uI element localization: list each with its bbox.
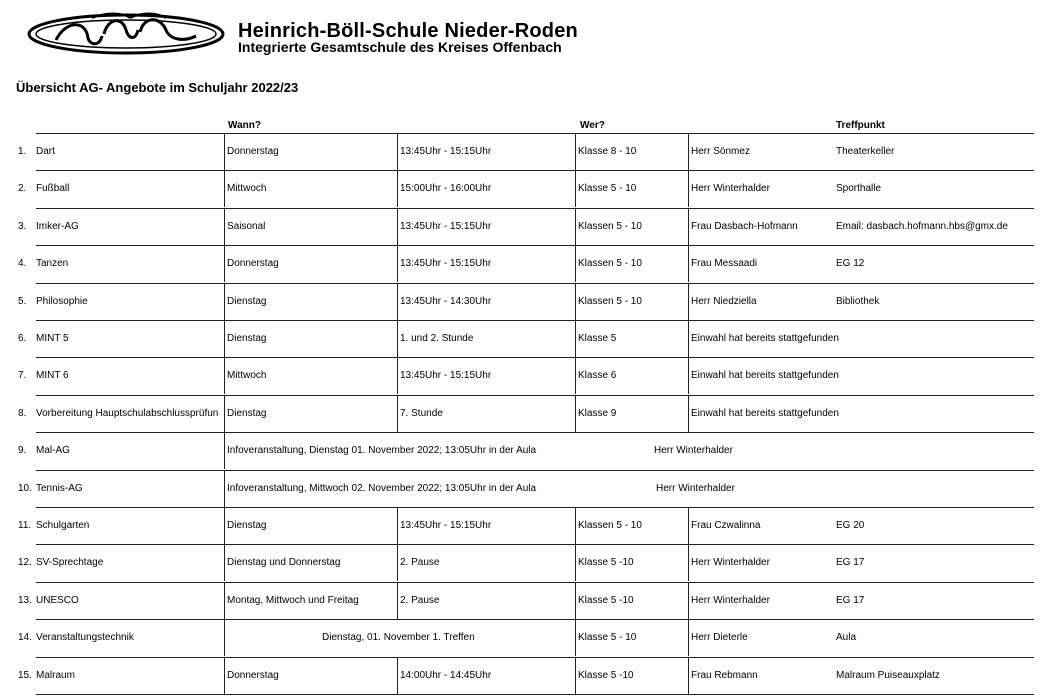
column-rule (397, 170, 398, 207)
row-rule (36, 432, 1034, 433)
ag-name: Mal-AG (36, 445, 70, 456)
column-rule (397, 507, 398, 544)
column-rule (575, 507, 576, 544)
column-rule (575, 657, 576, 694)
column-rule (688, 208, 689, 245)
class-range: Klasse 5 -10 (578, 557, 634, 568)
weekday: Montag, Mittwoch und Freitag (227, 595, 359, 606)
column-rule (688, 283, 689, 320)
weekday: Donnerstag (227, 670, 279, 681)
row-rule (36, 208, 1034, 209)
weekday: Mittwoch (227, 183, 267, 194)
row-number: 7. (18, 370, 27, 381)
column-rule (688, 133, 689, 170)
weekday: Donnerstag (227, 146, 279, 157)
teacher-name: Herr Winterhalder (654, 445, 733, 456)
column-rule (397, 357, 398, 394)
meeting-place: Bibliothek (836, 296, 880, 307)
column-rule (575, 283, 576, 320)
ag-name: SV-Sprechtage (36, 557, 104, 568)
ag-name: MINT 5 (36, 333, 69, 344)
row-number: 3. (18, 221, 27, 232)
row-number: 5. (18, 296, 27, 307)
class-range: Klasse 9 (578, 408, 617, 419)
ag-name: Veranstaltungstechnik (36, 632, 134, 643)
teacher-name: Frau Dasbach-Hofmann (691, 221, 798, 232)
row-number: 9. (18, 445, 27, 456)
ag-name: Tennis-AG (36, 483, 83, 494)
column-rule (688, 245, 689, 282)
teacher-name: Herr Dieterle (691, 632, 748, 643)
column-rule (397, 245, 398, 282)
class-range: Klassen 5 - 10 (578, 258, 642, 269)
class-range: Klasse 5 (578, 333, 617, 344)
ag-name: Vorbereitung Hauptschulabschlussprüfun (36, 408, 219, 419)
column-rule (224, 133, 225, 170)
column-rule (575, 208, 576, 245)
column-rule (688, 619, 689, 656)
column-rule (224, 170, 225, 207)
column-rule (224, 582, 225, 619)
info-text: Infoveranstaltung, Mittwoch 02. November 2022; 13:05Uhr in der Aula (227, 483, 537, 494)
row-number: 11. (18, 520, 32, 531)
teacher-name: Herr Winterhalder (691, 557, 770, 568)
ag-name: Imker-AG (36, 221, 79, 232)
school-subtitle: Integrierte Gesamtschule des Kreises Offenbach (238, 39, 562, 55)
row-number: 10. (18, 483, 32, 494)
row-number: 1. (18, 146, 27, 157)
info-text: Dienstag, 01. November 1. Treffen (322, 632, 475, 643)
row-number: 15. (18, 670, 32, 681)
weekday: Dienstag (227, 296, 267, 307)
time-slot: 7. Stunde (400, 408, 443, 419)
teacher-name: Frau Czwalinna (691, 520, 761, 531)
class-range: Klasse 5 - 10 (578, 632, 637, 643)
column-rule (224, 357, 225, 394)
column-rule (575, 395, 576, 432)
row-rule (36, 582, 1034, 583)
class-range: Klasse 8 - 10 (578, 146, 637, 157)
weekday: Donnerstag (227, 258, 279, 269)
time-slot: 2. Pause (400, 595, 440, 606)
class-range: Klasse 5 -10 (578, 595, 634, 606)
teacher-name: Einwahl hat bereits stattgefunden (691, 408, 839, 419)
column-rule (397, 657, 398, 694)
row-rule (36, 283, 1034, 284)
column-rule (224, 470, 225, 507)
ag-name: UNESCO (36, 595, 79, 606)
time-slot: 1. und 2. Stunde (400, 333, 474, 344)
column-rule (397, 283, 398, 320)
row-number: 12. (18, 557, 32, 568)
time-slot: 13:45Uhr - 15:15Uhr (400, 258, 492, 269)
time-slot: 13:45Uhr - 15:15Uhr (400, 370, 492, 381)
column-rule (688, 170, 689, 207)
column-rule (575, 170, 576, 207)
column-rule (575, 245, 576, 282)
column-rule (224, 283, 225, 320)
teacher-name: Einwahl hat bereits stattgefunden (691, 333, 839, 344)
teacher-name: Frau Messaadi (691, 258, 758, 269)
row-rule (36, 470, 1034, 471)
time-slot: 13:45Uhr - 14:30Uhr (400, 296, 492, 307)
weekday: Dienstag (227, 520, 267, 531)
meeting-place: EG 17 (836, 557, 865, 568)
meeting-place: EG 20 (836, 520, 865, 531)
column-rule (688, 320, 689, 357)
row-number: 4. (18, 258, 27, 269)
column-rule (688, 544, 689, 581)
column-rule (224, 657, 225, 694)
column-rule (575, 582, 576, 619)
ag-name: Fußball (36, 183, 70, 194)
table-top-rule (36, 133, 1034, 134)
teacher-name: Einwahl hat bereits stattgefunden (691, 370, 839, 381)
row-rule (36, 170, 1034, 171)
info-text: Infoveranstaltung, Dienstag 01. November 2022; 13:05Uhr in der Aula (227, 445, 537, 456)
document-title: Übersicht AG- Angebote im Schuljahr 2022/23 (16, 80, 299, 95)
teacher-name: Herr Sönmez (691, 146, 750, 157)
column-rule (224, 619, 225, 656)
column-rule (224, 507, 225, 544)
column-rule (575, 544, 576, 581)
time-slot: 13:45Uhr - 15:15Uhr (400, 221, 492, 232)
row-rule (36, 357, 1034, 358)
column-header-treffpunkt: Treffpunkt (836, 120, 885, 131)
meeting-place: EG 17 (836, 595, 865, 606)
row-number: 6. (18, 333, 27, 344)
column-rule (575, 357, 576, 394)
column-rule (688, 357, 689, 394)
column-rule (397, 320, 398, 357)
column-rule (688, 657, 689, 694)
ag-name: Tanzen (36, 258, 69, 269)
ag-name: Malraum (36, 670, 75, 681)
column-rule (397, 582, 398, 619)
column-rule (224, 432, 225, 469)
teacher-name: Herr Niedziella (691, 296, 757, 307)
column-header-wann: Wann? (228, 120, 261, 131)
time-slot: 15:00Uhr - 16:00Uhr (400, 183, 492, 194)
column-rule (688, 507, 689, 544)
time-slot: 13:45Uhr - 15:15Uhr (400, 146, 492, 157)
column-rule (397, 133, 398, 170)
weekday: Dienstag und Donnerstag (227, 557, 341, 568)
teacher-name: Frau Rebmann (691, 670, 758, 681)
column-rule (575, 320, 576, 357)
class-range: Klasse 5 -10 (578, 670, 634, 681)
column-rule (397, 544, 398, 581)
row-rule (36, 395, 1034, 396)
time-slot: 13:45Uhr - 15:15Uhr (400, 520, 492, 531)
meeting-place: Theaterkeller (836, 146, 895, 157)
column-rule (575, 619, 576, 656)
time-slot: 2. Pause (400, 557, 440, 568)
weekday: Saisonal (227, 221, 266, 232)
class-range: Klassen 5 - 10 (578, 296, 642, 307)
weekday: Mittwoch (227, 370, 267, 381)
teacher-name: Herr Winterhalder (656, 483, 735, 494)
teacher-name: Herr Winterhalder (691, 183, 770, 194)
row-rule (36, 544, 1034, 545)
teacher-name: Herr Winterhalder (691, 595, 770, 606)
ag-name: Philosophie (36, 296, 88, 307)
row-rule (36, 619, 1034, 620)
weekday: Dienstag (227, 333, 267, 344)
row-rule (36, 245, 1034, 246)
meeting-place: Sporthalle (836, 183, 882, 194)
class-range: Klasse 5 - 10 (578, 183, 637, 194)
column-rule (224, 544, 225, 581)
column-rule (224, 320, 225, 357)
weekday: Dienstag (227, 408, 267, 419)
row-number: 2. (18, 183, 27, 194)
row-rule (36, 320, 1034, 321)
time-slot: 14:00Uhr - 14:45Uhr (400, 670, 492, 681)
column-rule (397, 395, 398, 432)
meeting-place: Aula (836, 632, 857, 643)
class-range: Klassen 5 - 10 (578, 221, 642, 232)
column-rule (688, 582, 689, 619)
column-header-wer: Wer? (580, 120, 605, 131)
school-name: Heinrich-Böll-Schule Nieder-Roden (238, 20, 578, 42)
row-number: 14. (18, 632, 32, 643)
ag-name: MINT 6 (36, 370, 69, 381)
row-number: 8. (18, 408, 27, 419)
column-rule (575, 133, 576, 170)
column-rule (224, 208, 225, 245)
row-rule (36, 694, 1034, 695)
row-rule (36, 657, 1034, 658)
column-rule (688, 395, 689, 432)
row-rule (36, 507, 1034, 508)
row-number: 13. (18, 595, 32, 606)
class-range: Klassen 5 - 10 (578, 520, 642, 531)
meeting-place: EG 12 (836, 258, 865, 269)
meeting-place: Email: dasbach.hofmann.hbs@gmx.de (836, 221, 1008, 232)
class-range: Klasse 6 (578, 370, 617, 381)
column-rule (224, 245, 225, 282)
ag-name: Dart (36, 146, 55, 157)
column-rule (224, 395, 225, 432)
ag-name: Schulgarten (36, 520, 90, 531)
meeting-place: Malraum Puiseauxplatz (836, 670, 940, 681)
column-rule (397, 208, 398, 245)
